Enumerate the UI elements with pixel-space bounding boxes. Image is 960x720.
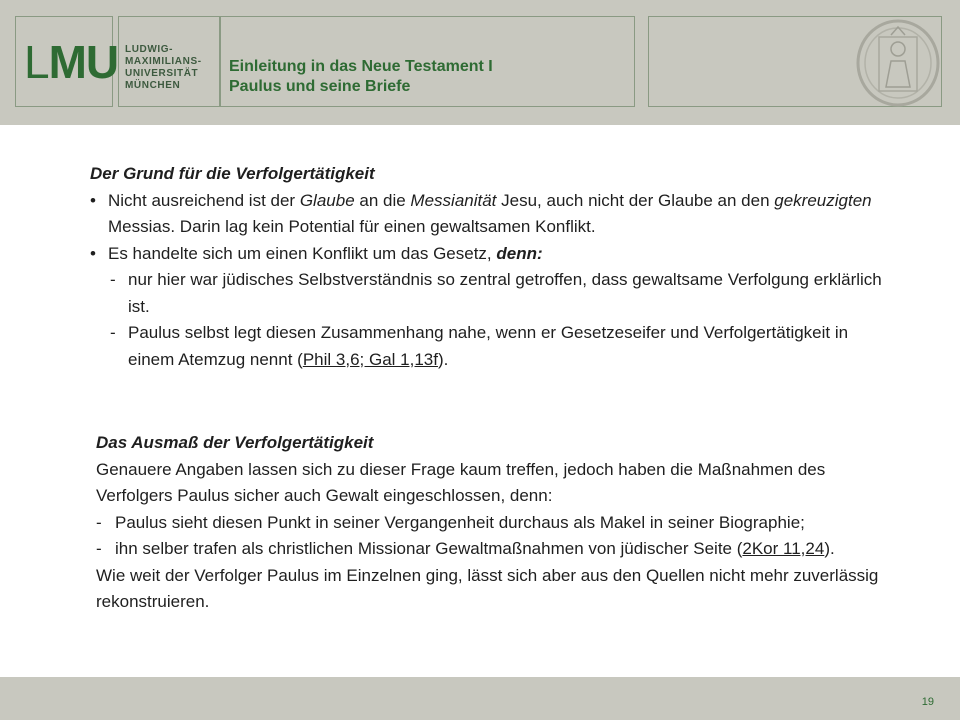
dash-marker: - (96, 512, 102, 532)
scripture-link-2kor[interactable]: 2Kor 11,24 (742, 539, 825, 558)
university-name-box (118, 16, 220, 107)
dash-item: - ihn selber trafen als christlichen Missionar Gewaltmaßnahmen von jüdischer Seite (2Kor 11,24). (96, 536, 896, 563)
university-seal-icon (855, 15, 941, 107)
dash-marker: - (96, 539, 102, 558)
dash-marker: - (110, 323, 116, 342)
bullet-item: • Es handelte sich um einen Konflikt um das Gesetz, denn: (90, 241, 890, 268)
section-verfolgung-grund (90, 161, 890, 373)
paragraph: Genauere Angaben lassen sich zu dieser Frage kaum treffen, jedoch haben die Maßnahmen des Verfolgers Paulus sicher auch Gewalt eingeschlossen, denn: (96, 459, 826, 505)
section-verfolgung-ausmass (96, 430, 896, 616)
dash-item: - nur hier war jüdisches Selbstverständnis so zentral getroffen, dass gewaltsame Verfolgung erklärlich ist. (90, 267, 890, 320)
bullet-marker: • (90, 190, 96, 210)
seal-box (648, 16, 942, 107)
section-heading: Das Ausmaß der Verfolgertätigkeit (96, 433, 374, 452)
header-band (0, 0, 960, 125)
dash-item: - Paulus selbst legt diesen Zusammenhang nahe, wenn er Gesetzeseifer und Verfolgertätigkeit in einem Atemzug nennt (Phil 3,6; Gal 1,13f). (90, 320, 890, 373)
bullet-marker: • (90, 243, 96, 263)
dash-marker: - (110, 270, 116, 289)
footer-band (0, 677, 960, 720)
paragraph: Wie weit der Verfolger Paulus im Einzelnen ging, lässt sich aber aus den Quellen nicht mehr zuverlässig rekonstruieren. (96, 565, 879, 611)
page-number: 19 (921, 696, 934, 708)
bullet-item: • Nicht ausreichend ist der Glaube an die Messianität Jesu, auch nicht der Glaube an den gekreuzigten Messias. Darin lag kein Potential für einen gewaltsamen Konflikt. (90, 188, 890, 241)
slide-content (0, 125, 960, 677)
scripture-link-phil-gal[interactable]: Phil 3,6; Gal 1,13f (302, 349, 438, 369)
course-title: Einleitung in das Neue Testament I Paulus und seine Briefe (229, 58, 493, 95)
university-name: LUDWIG- MAXIMILIANS- UNIVERSITÄT MÜNCHEN (125, 44, 202, 91)
course-title-box (220, 16, 635, 107)
dash-item: - Paulus sieht diesen Punkt in seiner Vergangenheit durchaus als Makel in seiner Biographie; (96, 510, 896, 537)
lmu-logo: LMU (24, 36, 119, 88)
section-heading: Der Grund für die Verfolgertätigkeit (90, 164, 375, 183)
logo-mark-box (15, 16, 119, 107)
